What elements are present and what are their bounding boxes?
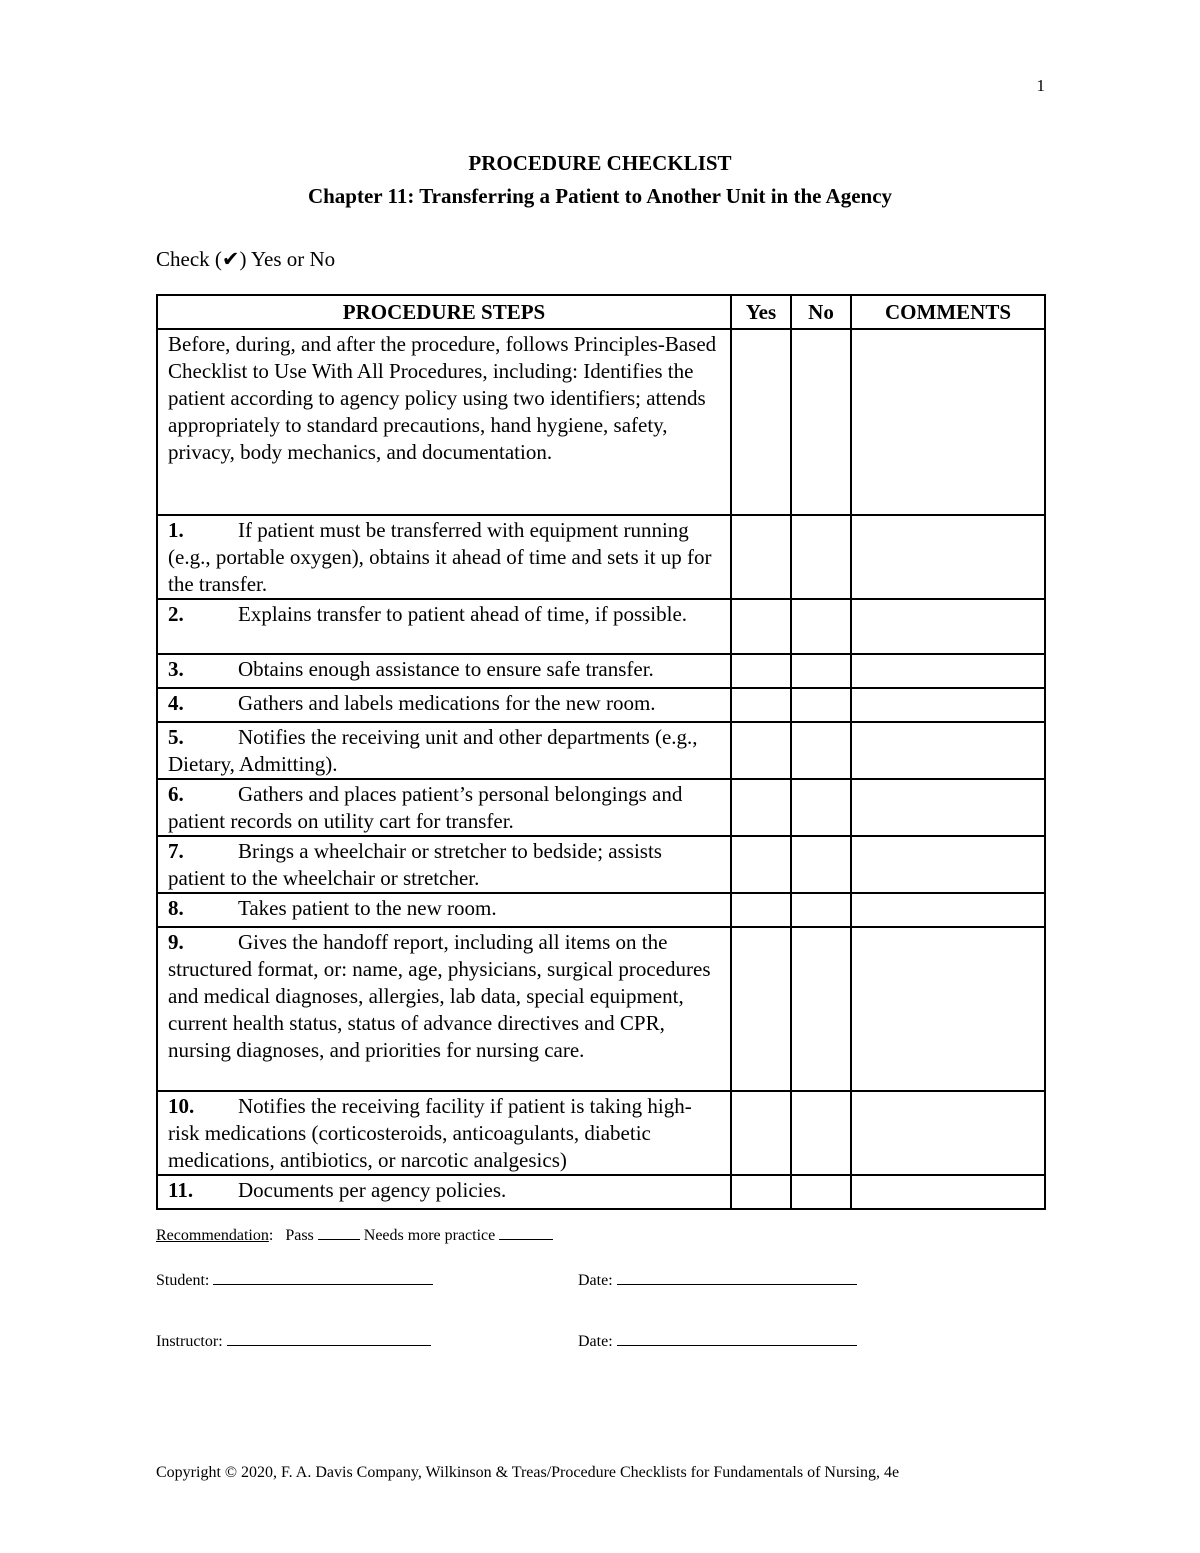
no-checkbox-cell[interactable]	[791, 688, 851, 722]
header-yes: Yes	[731, 295, 791, 329]
step-text: Takes patient to the new room.	[238, 896, 497, 920]
comments-cell[interactable]	[851, 654, 1045, 688]
yes-checkbox-cell[interactable]	[731, 329, 791, 515]
step-text: Gives the handoff report, including all items on the structured format, or: name, age, physicians, surgical procedures and medical diagnoses, allergies, lab data, special equipment, current health status, status of advance directives and CPR, nursing diagnoses, and priorities for nursing care.	[168, 930, 711, 1062]
table-row	[157, 1091, 1045, 1175]
no-checkbox-cell[interactable]	[791, 1091, 851, 1175]
comments-cell[interactable]	[851, 836, 1045, 893]
step-cell	[157, 654, 731, 688]
step-number: 1.	[168, 518, 184, 542]
table-row	[157, 779, 1045, 836]
comments-cell[interactable]	[851, 599, 1045, 654]
step-number: 4.	[168, 691, 184, 715]
step-cell	[157, 1091, 731, 1175]
student-date-field[interactable]	[617, 1269, 857, 1285]
copyright-footer: Copyright © 2020, F. A. Davis Company, Wilkinson & Treas/Procedure Checklists for Fundamentals of Nursing, 4e	[156, 1464, 900, 1481]
step-cell	[157, 599, 731, 654]
step-number: 10.	[168, 1094, 195, 1118]
comments-cell[interactable]	[851, 329, 1045, 515]
step-cell	[157, 1175, 731, 1209]
yes-checkbox-cell[interactable]	[731, 836, 791, 893]
step-text: Notifies the receiving facility if patient is taking high-risk medications (corticosteroids, anticoagulants, diabetic medications, antibiotics, or narcotic analgesics)	[168, 1094, 692, 1172]
no-checkbox-cell[interactable]	[791, 654, 851, 688]
comments-cell[interactable]	[851, 515, 1045, 599]
step-text: If patient must be transferred with equipment running (e.g., portable oxygen), obtains it ahead of time and sets it up for the transfer.	[168, 518, 712, 596]
instructor-signature-line	[156, 1330, 431, 1352]
yes-checkbox-cell[interactable]	[731, 927, 791, 1091]
comments-cell[interactable]	[851, 1175, 1045, 1209]
instructor-name-field[interactable]	[227, 1330, 431, 1346]
yes-checkbox-cell[interactable]	[731, 688, 791, 722]
recommendation-colon: :	[268, 1227, 274, 1244]
no-checkbox-cell[interactable]	[791, 722, 851, 779]
header-no: No	[791, 295, 851, 329]
table-row	[157, 836, 1045, 893]
comments-cell[interactable]	[851, 779, 1045, 836]
table-row	[157, 722, 1045, 779]
comments-cell[interactable]	[851, 927, 1045, 1091]
step-number: 2.	[168, 602, 184, 626]
step-text: Notifies the receiving unit and other departments (e.g., Dietary, Admitting).	[168, 725, 698, 776]
step-number: 8.	[168, 896, 184, 920]
comments-cell[interactable]	[851, 893, 1045, 927]
check-instruction: Check (✔) Yes or No	[156, 247, 336, 271]
yes-checkbox-cell[interactable]	[731, 654, 791, 688]
step-text: Gathers and places patient’s personal belongings and patient records on utility cart for transfer.	[168, 782, 683, 833]
instructor-date-line	[578, 1330, 857, 1352]
table-row	[157, 599, 1045, 654]
step-text: Gathers and labels medications for the new room.	[238, 691, 656, 715]
page-number: 1	[1036, 76, 1045, 95]
recommendation-line	[156, 1224, 553, 1246]
yes-checkbox-cell[interactable]	[731, 1091, 791, 1175]
table-row	[157, 1175, 1045, 1209]
table-row	[157, 893, 1045, 927]
pass-label: Pass	[285, 1227, 314, 1244]
step-cell	[157, 893, 731, 927]
date-label: Date:	[578, 1272, 613, 1289]
step-text: Brings a wheelchair or stretcher to bedside; assists patient to the wheelchair or stretcher.	[168, 839, 662, 890]
step-number: 6.	[168, 782, 184, 806]
step-number: 9.	[168, 930, 184, 954]
needs-practice-blank[interactable]	[499, 1224, 553, 1240]
step-text: Documents per agency policies.	[238, 1178, 507, 1202]
procedure-checklist-table	[156, 294, 1046, 1210]
table-row	[157, 329, 1045, 515]
date-label: Date:	[578, 1333, 613, 1350]
step-cell	[157, 722, 731, 779]
header-comments: COMMENTS	[851, 295, 1045, 329]
step-number: 5.	[168, 725, 184, 749]
yes-checkbox-cell[interactable]	[731, 722, 791, 779]
no-checkbox-cell[interactable]	[791, 893, 851, 927]
student-date-line	[578, 1269, 857, 1291]
document-subtitle: Chapter 11: Transferring a Patient to Another Unit in the Agency	[307, 184, 893, 208]
yes-checkbox-cell[interactable]	[731, 779, 791, 836]
instructor-date-field[interactable]	[617, 1330, 857, 1346]
table-row	[157, 654, 1045, 688]
table-row	[157, 927, 1045, 1091]
student-name-field[interactable]	[213, 1269, 433, 1285]
instructor-label: Instructor:	[156, 1333, 223, 1350]
needs-practice-label: Needs more practice	[363, 1227, 496, 1244]
table-row	[157, 688, 1045, 722]
comments-cell[interactable]	[851, 1091, 1045, 1175]
step-number: 7.	[168, 839, 184, 863]
no-checkbox-cell[interactable]	[791, 927, 851, 1091]
no-checkbox-cell[interactable]	[791, 1175, 851, 1209]
comments-cell[interactable]	[851, 688, 1045, 722]
step-text: Explains transfer to patient ahead of time, if possible.	[238, 602, 688, 626]
header-procedure-steps: PROCEDURE STEPS	[157, 295, 731, 329]
step-cell	[157, 515, 731, 599]
step-number: 3.	[168, 657, 184, 681]
no-checkbox-cell[interactable]	[791, 329, 851, 515]
yes-checkbox-cell[interactable]	[731, 1175, 791, 1209]
step-cell	[157, 927, 731, 1091]
step-cell	[157, 688, 731, 722]
recommendation-label: Recommendation	[156, 1227, 269, 1244]
step-text: Obtains enough assistance to ensure safe transfer.	[238, 657, 654, 681]
no-checkbox-cell[interactable]	[791, 515, 851, 599]
table-row	[157, 515, 1045, 599]
step-cell	[157, 836, 731, 893]
table-header-row	[157, 295, 1045, 329]
yes-checkbox-cell[interactable]	[731, 893, 791, 927]
step-number: 11.	[168, 1178, 194, 1202]
pass-blank[interactable]	[318, 1224, 360, 1240]
no-checkbox-cell[interactable]	[791, 836, 851, 893]
student-signature-line	[156, 1269, 433, 1291]
yes-checkbox-cell[interactable]	[731, 599, 791, 654]
yes-checkbox-cell[interactable]	[731, 515, 791, 599]
no-checkbox-cell[interactable]	[791, 779, 851, 836]
comments-cell[interactable]	[851, 722, 1045, 779]
student-label: Student:	[156, 1272, 210, 1289]
preamble-text: Before, during, and after the procedure, follows Principles-Based Checklist to Use With All Procedures, including: Identifies the patient according to agency policy using two identifiers; attends appropriately to standard precautions, hand hygiene, safety, privacy, body mechanics, and documentation.	[157, 329, 731, 515]
step-cell	[157, 779, 731, 836]
document-title: PROCEDURE CHECKLIST	[468, 151, 732, 175]
no-checkbox-cell[interactable]	[791, 599, 851, 654]
